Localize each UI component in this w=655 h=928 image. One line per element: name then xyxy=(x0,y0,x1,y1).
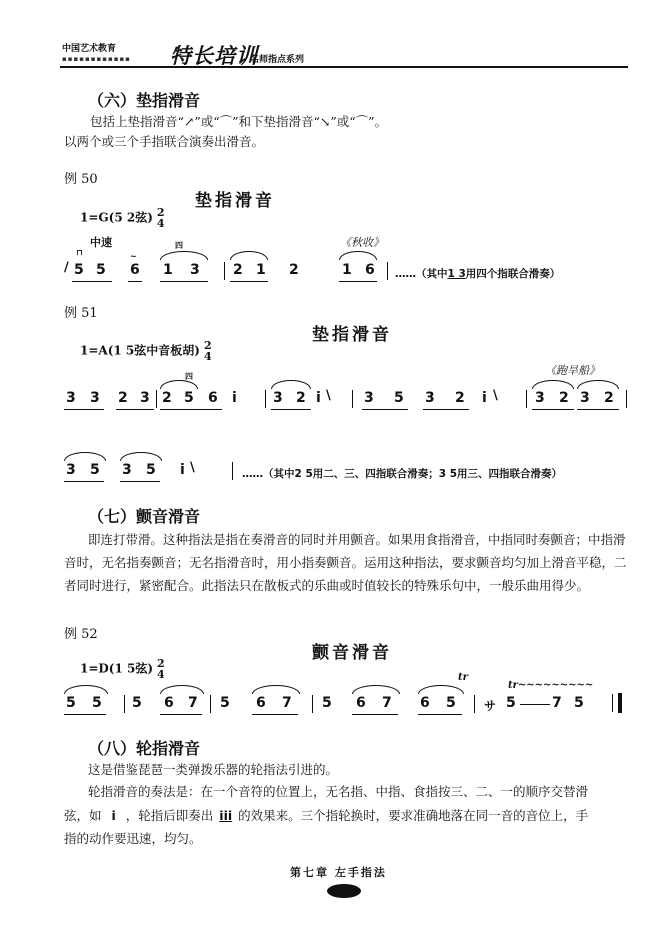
ex50-note: 1 xyxy=(342,262,352,278)
ex52-slur xyxy=(252,685,300,694)
page-footer: 第七章 左手指法 xyxy=(290,866,387,879)
barline xyxy=(232,462,233,480)
ex50-key: 1=G(5 2弦) 2 4 xyxy=(80,206,165,230)
ex50-source: 《秋收》 xyxy=(340,236,384,249)
ex50-beam xyxy=(339,281,377,282)
header-publisher: 中国艺术教育 ▪▪▪▪▪▪▪▪▪▪▪▪ xyxy=(62,44,131,63)
ex52-note: 6 xyxy=(420,695,430,711)
ex52-key: 1=D(1 5弦) 2 4 xyxy=(80,657,165,681)
ex50-note: 2 xyxy=(233,262,243,278)
ex51-note: 3 xyxy=(273,390,283,406)
section-8-heading: （八）轮指滑音 xyxy=(88,739,201,758)
section-8-para1: 这是借鉴琵琶一类弹拨乐器的轮指法引进的。 xyxy=(88,762,339,777)
ex52-note: 7 xyxy=(382,695,392,711)
barline xyxy=(612,694,613,712)
ex52-note: 6 xyxy=(256,695,266,711)
ex51-note: 3 xyxy=(66,390,76,406)
section-6-para1: 包括上垫指滑音“↗”或“⌒”和下垫指滑音“↘”或“⌒”。 xyxy=(90,114,388,129)
slide-down-mark: \ xyxy=(493,388,498,403)
ex51-note: i xyxy=(482,390,487,406)
ex51-label: 例 51 xyxy=(64,306,98,321)
ex51-note: 2 xyxy=(455,390,465,406)
ex50-note: 3 xyxy=(190,262,200,278)
ex52-slur xyxy=(64,685,108,694)
ex50-slur xyxy=(160,251,208,260)
ex51-beam xyxy=(577,409,619,410)
ex50-comment: ……（其中1 3用四个指联合滑奏） xyxy=(395,268,561,280)
ex52-slur xyxy=(352,685,400,694)
ex51-key: 1=A(1 5弦中音板胡) 2 4 xyxy=(80,339,212,363)
page-number-blob xyxy=(327,884,361,898)
section-6-heading: （六）垫指滑音 xyxy=(88,91,201,110)
ex50-note: 6 xyxy=(365,262,375,278)
ex52-note: 7 xyxy=(282,695,292,711)
ex52-note: 7 xyxy=(552,695,562,711)
ex52-note: 5 xyxy=(92,695,102,711)
ex51-beam xyxy=(120,481,160,482)
ex52-slur xyxy=(418,685,464,694)
header-rule xyxy=(60,66,628,68)
ex51-beam xyxy=(532,409,574,410)
finger-mark: 四 xyxy=(185,371,193,381)
ex52-beam xyxy=(418,714,462,715)
ex50-note: 6 xyxy=(130,262,140,278)
barline xyxy=(124,695,125,713)
ex51-note: 2 xyxy=(162,390,172,406)
ex50-beam xyxy=(72,281,112,282)
ex50-note: 1 xyxy=(256,262,266,278)
ex50-note: 5 xyxy=(96,262,106,278)
ex51-comment: ……（其中2 5用二、三、四指联合滑奏；3 5用三、四指联合滑奏） xyxy=(242,468,563,480)
barline xyxy=(210,695,211,713)
ex51-note: 3 xyxy=(90,390,100,406)
ex51-beam xyxy=(423,409,469,410)
ex51-note: 5 xyxy=(394,390,404,406)
barline xyxy=(312,695,313,713)
barline xyxy=(224,262,225,280)
glide-line xyxy=(520,704,550,705)
section-7-para: 即连打带滑。这种指法是指在奏滑音的同时并用颤音。如果用食指滑音，中指同时奏颤音；中指滑音时，无名指奏颤音；无名指滑音时，用小指奏颤音。运用这种指法，要求颤音均匀加上滑音平稳，二者同时进行，紧密配合。此指法只在散板式的乐曲或时值较长的特殊乐句中，一般乐曲用得少。 xyxy=(64,532,627,593)
ex51-slur xyxy=(64,452,106,461)
free-meter-mark: サ xyxy=(484,699,497,713)
ex52-beam xyxy=(352,714,398,715)
ex51-note: 3 xyxy=(425,390,435,406)
ex51-note: 3 xyxy=(140,390,150,406)
ex52-beam xyxy=(160,714,202,715)
ex52-beam xyxy=(64,714,106,715)
ex51-slur xyxy=(532,380,574,389)
ex50-beam xyxy=(160,281,208,282)
ex51-beam xyxy=(362,409,408,410)
ex51-note: 3 xyxy=(580,390,590,406)
ex52-note: 5 xyxy=(66,695,76,711)
section-7-heading: （七）颤音滑音 xyxy=(88,507,201,526)
ex51-note: 2 xyxy=(559,390,569,406)
ex51-note: 3 xyxy=(122,462,132,478)
trill-mark: ~ xyxy=(130,251,137,261)
ex51-title: 垫指滑音 xyxy=(312,325,392,345)
barline xyxy=(474,695,475,713)
section-8-para2a: 轮指滑音的奏法是：在一个音符的位置上，无名指、中指、食指按三、二、一的顺序交替滑 xyxy=(88,784,589,799)
ex51-note: 5 xyxy=(184,390,194,406)
trill-mark: tr xyxy=(458,672,468,683)
ex52-beam xyxy=(252,714,298,715)
ex51-beam xyxy=(116,409,154,410)
ex50-note: 2 xyxy=(289,262,299,278)
ex50-note: 1 xyxy=(163,262,173,278)
section-8-para2c: 指的动作要迅速，均匀。 xyxy=(64,831,202,846)
ex52-note: 5 xyxy=(322,695,332,711)
ex52-title: 颤音滑音 xyxy=(312,643,392,663)
ex51-note: 2 xyxy=(604,390,614,406)
ex51-note: 6 xyxy=(208,390,218,406)
ex52-note: 5 xyxy=(574,695,584,711)
ex52-note: 5 xyxy=(220,695,230,711)
ex51-slur xyxy=(577,380,619,389)
ex51-beam xyxy=(271,409,311,410)
ex51-slur xyxy=(271,380,311,389)
finger-mark: 四 xyxy=(175,240,183,250)
ex51-beam xyxy=(160,409,222,410)
ex51-note: i xyxy=(232,390,237,406)
ex52-note: 6 xyxy=(164,695,174,711)
ex50-slur xyxy=(230,251,268,260)
ex52-note: 6 xyxy=(356,695,366,711)
ex51-beam xyxy=(64,409,104,410)
section-8-para2b: 弦，如 i ，轮指后即奏出 iii 的效果来。三个指轮换时，要求准确地落在同一音的音位上，手 xyxy=(64,808,589,823)
ex52-slur xyxy=(160,685,204,694)
ex50-title: 垫指滑音 xyxy=(195,191,275,211)
ex51-slur xyxy=(120,452,162,461)
ex51-note: 5 xyxy=(90,462,100,478)
ex51-beam xyxy=(64,481,104,482)
ex52-note: 5 xyxy=(132,695,142,711)
ex50-label: 例 50 xyxy=(64,172,98,187)
ex51-note: 2 xyxy=(296,390,306,406)
ex50-note: 5 xyxy=(74,262,84,278)
barline xyxy=(156,390,157,408)
ex52-note: 7 xyxy=(188,695,198,711)
barline xyxy=(352,390,353,408)
ex52-note: 5 xyxy=(446,695,456,711)
barline xyxy=(526,390,527,408)
ex50-slur xyxy=(339,251,377,260)
header-brand: 特长培训 xyxy=(170,44,258,68)
final-barline xyxy=(618,693,622,713)
section-6-para2: 以两个或三个手指联合演奏出滑音。 xyxy=(64,134,265,149)
slide-down-mark: \ xyxy=(326,388,331,403)
header-series: 名师指点系列 xyxy=(250,55,305,65)
ex51-note: 3 xyxy=(535,390,545,406)
barline xyxy=(387,262,388,280)
barline xyxy=(265,390,266,408)
ex50-tempo: 中速 xyxy=(90,236,112,249)
ex51-source: 《跑旱船》 xyxy=(545,364,600,377)
ex52-note: 5 xyxy=(506,695,516,711)
up-bow-mark: ⊓ xyxy=(76,247,83,257)
trill-mark: tr~~~~~~~~~ xyxy=(508,680,594,691)
ex51-note: i xyxy=(180,462,185,478)
ex52-label: 例 52 xyxy=(64,627,98,642)
ex51-note: 5 xyxy=(146,462,156,478)
ex51-note: 2 xyxy=(118,390,128,406)
barline xyxy=(626,390,627,408)
ex51-note: i xyxy=(316,390,321,406)
slide-down-mark: \ xyxy=(190,460,195,475)
ex51-note: 3 xyxy=(364,390,374,406)
ex50-beam xyxy=(128,281,142,282)
ex51-note: 3 xyxy=(66,462,76,478)
ex50-beam xyxy=(230,281,268,282)
slide-up-mark: / xyxy=(64,260,69,275)
